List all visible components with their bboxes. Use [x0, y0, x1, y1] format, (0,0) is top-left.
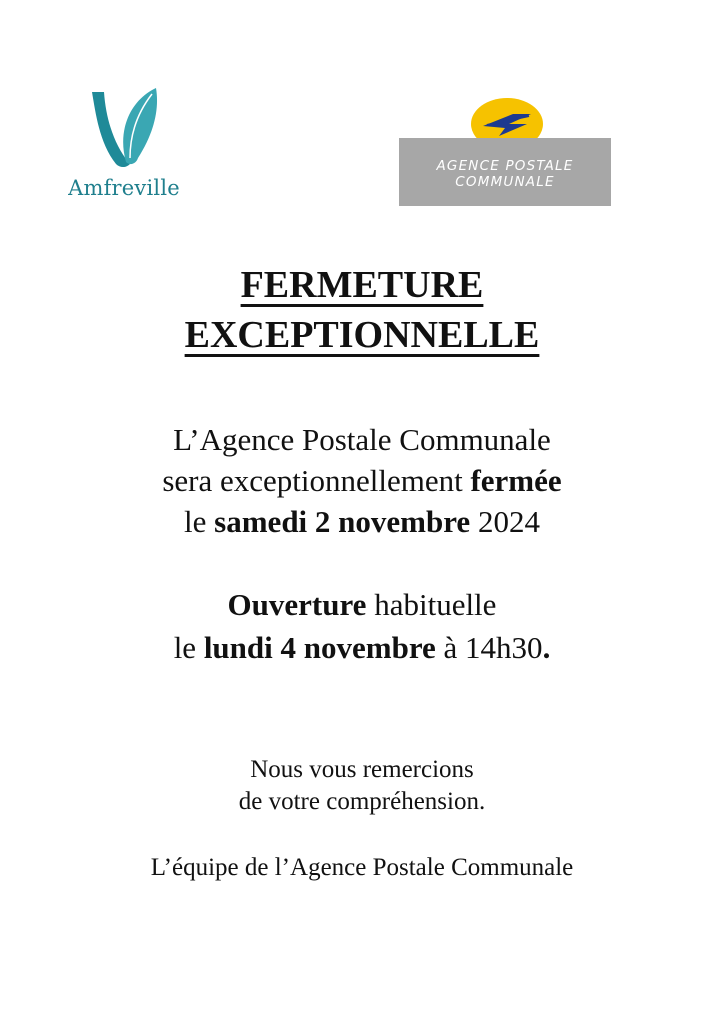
- agence-postale-logo: [399, 96, 611, 206]
- leaf-logo-icon: [86, 86, 162, 170]
- reopening-period: .: [542, 630, 551, 665]
- announcement-line-2-text: sera exceptionnellement: [162, 463, 471, 498]
- closed-word: fermée: [470, 463, 562, 498]
- reopening-line-2-prefix: le: [173, 630, 204, 665]
- announcement-line-2: [0, 461, 724, 501]
- title-line-2: [0, 312, 724, 358]
- agence-postale-line1: AGENCE POSTALE: [436, 158, 574, 174]
- reopening-line-1: [0, 585, 724, 625]
- closure-date: samedi 2 novembre: [214, 504, 471, 539]
- amfreville-wordmark: Amfreville: [68, 176, 180, 200]
- closure-year: 2024: [470, 504, 540, 539]
- title-line-2-text: EXCEPTIONNELLE: [184, 314, 540, 356]
- agence-postale-line2: COMMUNALE: [455, 174, 555, 190]
- announcement-line-3: [0, 502, 724, 542]
- title-line-1: [0, 262, 724, 308]
- reopening-time: à 14h30: [435, 630, 543, 665]
- reopening-word: Ouverture: [227, 587, 367, 622]
- thanks-line-2: de votre compréhension.: [238, 788, 486, 815]
- reopening-line-1-text: habituelle: [366, 587, 497, 622]
- reopening-date: lundi 4 novembre: [203, 630, 436, 665]
- announcement-line-1: L’Agence Postale Communale: [173, 422, 551, 457]
- reopening-line-2: [0, 628, 724, 668]
- announcement-line-3-prefix: le: [184, 504, 215, 539]
- title-line-1-text: FERMETURE: [240, 264, 484, 306]
- amfreville-logo: [62, 86, 186, 208]
- thanks-line-1: Nous vous remercions: [250, 756, 474, 783]
- signature: L’équipe de l’Agence Postale Communale: [150, 854, 574, 881]
